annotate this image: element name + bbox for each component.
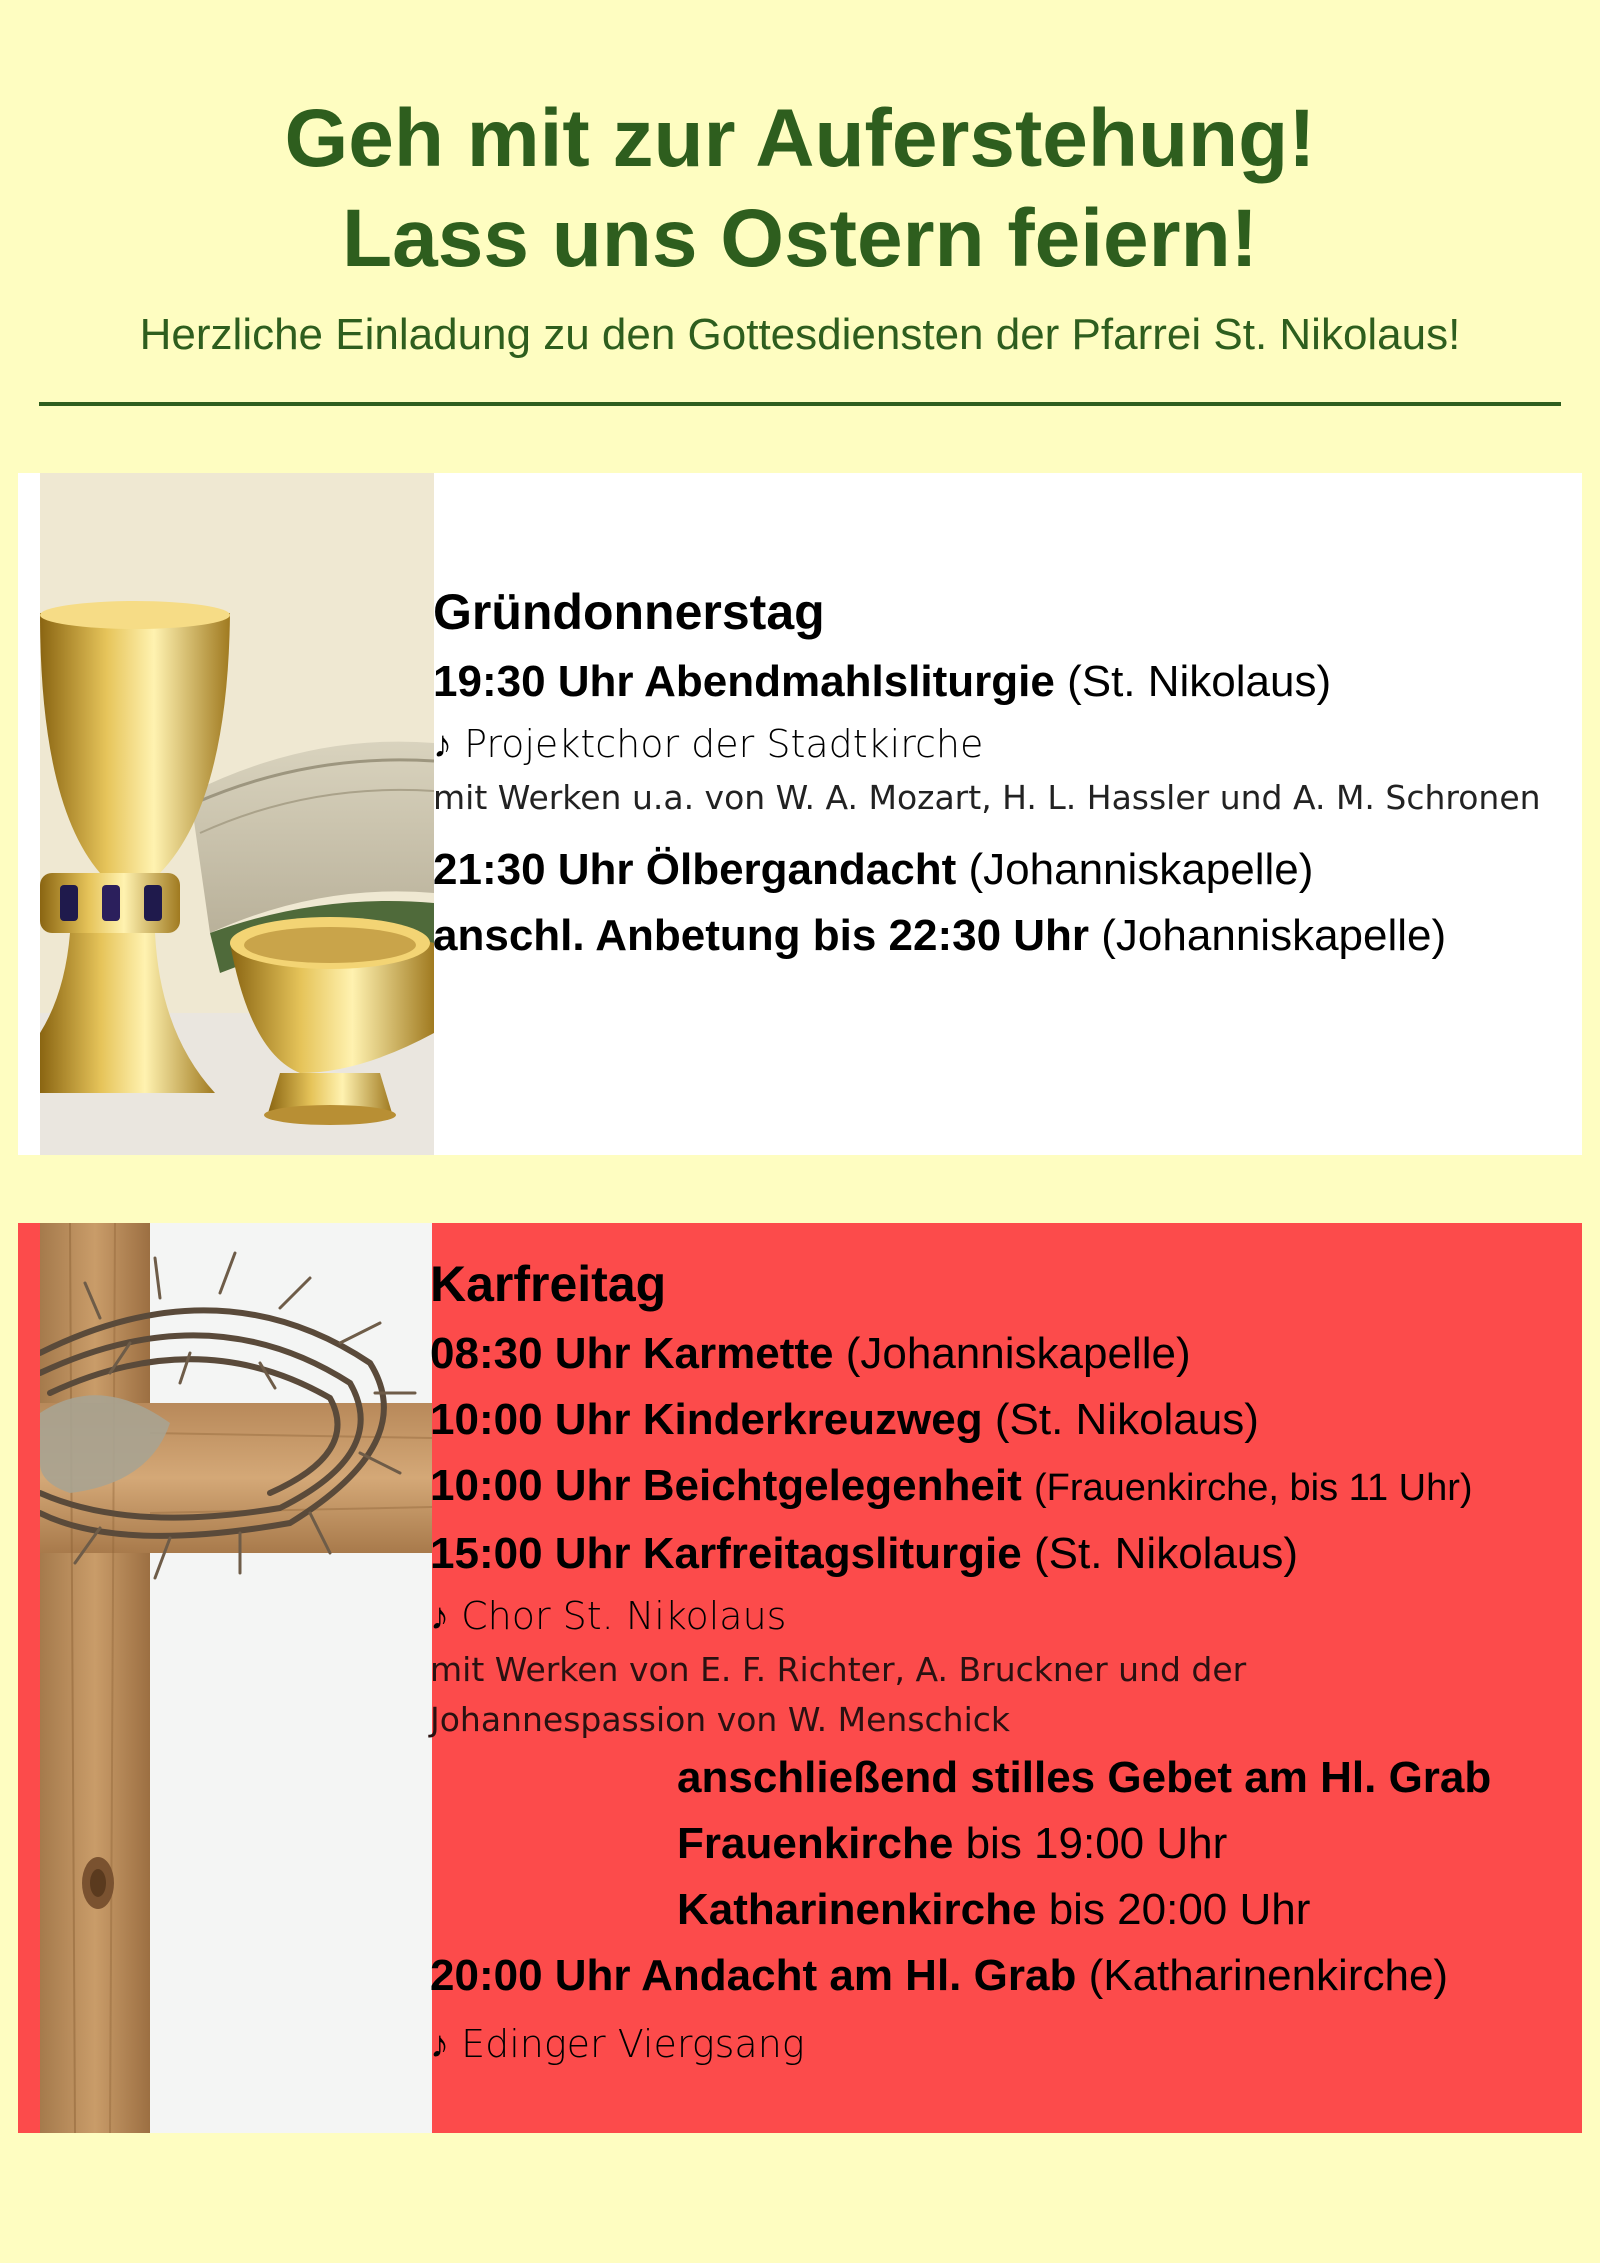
music-note-icon: ♪ xyxy=(430,2022,449,2066)
event-place: (Johanniskapelle) xyxy=(845,1329,1191,1378)
event-time-title: 21:30 Uhr Ölbergandacht xyxy=(433,845,957,894)
grave-prayer-katharinenkirche xyxy=(430,1877,1580,1943)
music-line-2 xyxy=(430,2015,1580,2073)
chalice-photo xyxy=(40,473,434,1155)
title-line-1: Geh mit zur Auferstehung! xyxy=(284,93,1316,184)
music-line xyxy=(433,715,1573,773)
music-note-icon: ♪ xyxy=(433,722,452,766)
event-place: (Johanniskapelle) xyxy=(1101,911,1447,960)
event-kinderkreuzweg xyxy=(430,1387,1580,1453)
event-time-title: 10:00 Uhr Kinderkreuzweg xyxy=(430,1395,983,1444)
grave-prayer-frauenkirche xyxy=(430,1811,1580,1877)
choir-name: Chor St. Nikolaus xyxy=(461,1594,787,1638)
music-note-icon: ♪ xyxy=(430,1594,449,1638)
works-text-line-1: mit Werken von E. F. Richter, A. Bruckner und der xyxy=(430,1650,1247,1689)
poster-header xyxy=(0,0,1600,363)
works-text: mit Werken u.a. von W. A. Mozart, H. L. Hassler und A. M. Schronen xyxy=(433,778,1541,817)
day-heading-karfreitag: Karfreitag xyxy=(430,1256,667,1312)
poster-subtitle: Herzliche Einladung zu den Gottesdiensten der Pfarrei St. Nikolaus! xyxy=(139,310,1461,359)
title-line-2: Lass uns Ostern feiern! xyxy=(342,193,1258,284)
until-time: bis 20:00 Uhr xyxy=(1048,1885,1311,1934)
event-karmette xyxy=(430,1321,1580,1387)
chalice-illustration xyxy=(40,473,434,1155)
karfreitag-content xyxy=(430,1253,1580,2073)
event-place: (St. Nikolaus) xyxy=(1067,657,1332,706)
cross-photo xyxy=(40,1223,432,2133)
works-text-line-2: Johannespassion von W. Menschick xyxy=(430,1700,1011,1739)
event-place: (St. Nikolaus) xyxy=(1033,1529,1299,1578)
cross-illustration xyxy=(40,1223,432,2133)
church-name: Katharinenkirche xyxy=(677,1885,1037,1934)
church-name: Frauenkirche xyxy=(677,1819,954,1868)
day-heading-gruendonnerstag: Gründonnerstag xyxy=(433,584,825,640)
event-time-title: 19:30 Uhr Abendmahlsliturgie xyxy=(433,657,1055,706)
event-time-title: 20:00 Uhr Andacht am Hl. Grab xyxy=(430,1951,1077,2000)
event-time-title: anschl. Anbetung bis 22:30 Uhr xyxy=(433,911,1090,960)
event-time-title: 10:00 Uhr Beichtgelegenheit xyxy=(430,1461,1022,1510)
choir-name: Projektchor der Stadtkirche xyxy=(464,722,984,766)
gruendonnerstag-content xyxy=(433,581,1573,969)
until-time: bis 19:00 Uhr xyxy=(965,1819,1228,1868)
grave-prayer-heading: anschließend stilles Gebet am Hl. Grab xyxy=(677,1753,1492,1802)
event-abendmahlsliturgie xyxy=(433,649,1573,715)
event-place: (Frauenkirche, bis 11 Uhr) xyxy=(1033,1467,1473,1509)
event-beichtgelegenheit xyxy=(430,1453,1580,1521)
event-place: (St. Nikolaus) xyxy=(994,1395,1259,1444)
event-anbetung xyxy=(433,903,1573,969)
event-time-title: 08:30 Uhr Karmette xyxy=(430,1329,834,1378)
event-place: (Johanniskapelle) xyxy=(968,845,1314,894)
event-karfreitagsliturgie xyxy=(430,1521,1580,1587)
music-line xyxy=(430,1587,1580,1645)
event-oelbergandacht xyxy=(433,837,1573,903)
karfreitag-panel xyxy=(18,1223,1582,2133)
choir-name: Edinger Viergsang xyxy=(461,2022,805,2066)
event-andacht-hl-grab xyxy=(430,1943,1580,2009)
poster-title xyxy=(0,0,1600,289)
event-time-title: 15:00 Uhr Karfreitagsliturgie xyxy=(430,1529,1022,1578)
gruendonnerstag-panel xyxy=(18,473,1582,1155)
header-divider xyxy=(39,402,1561,406)
event-place: (Katharinenkirche) xyxy=(1088,1951,1449,2000)
